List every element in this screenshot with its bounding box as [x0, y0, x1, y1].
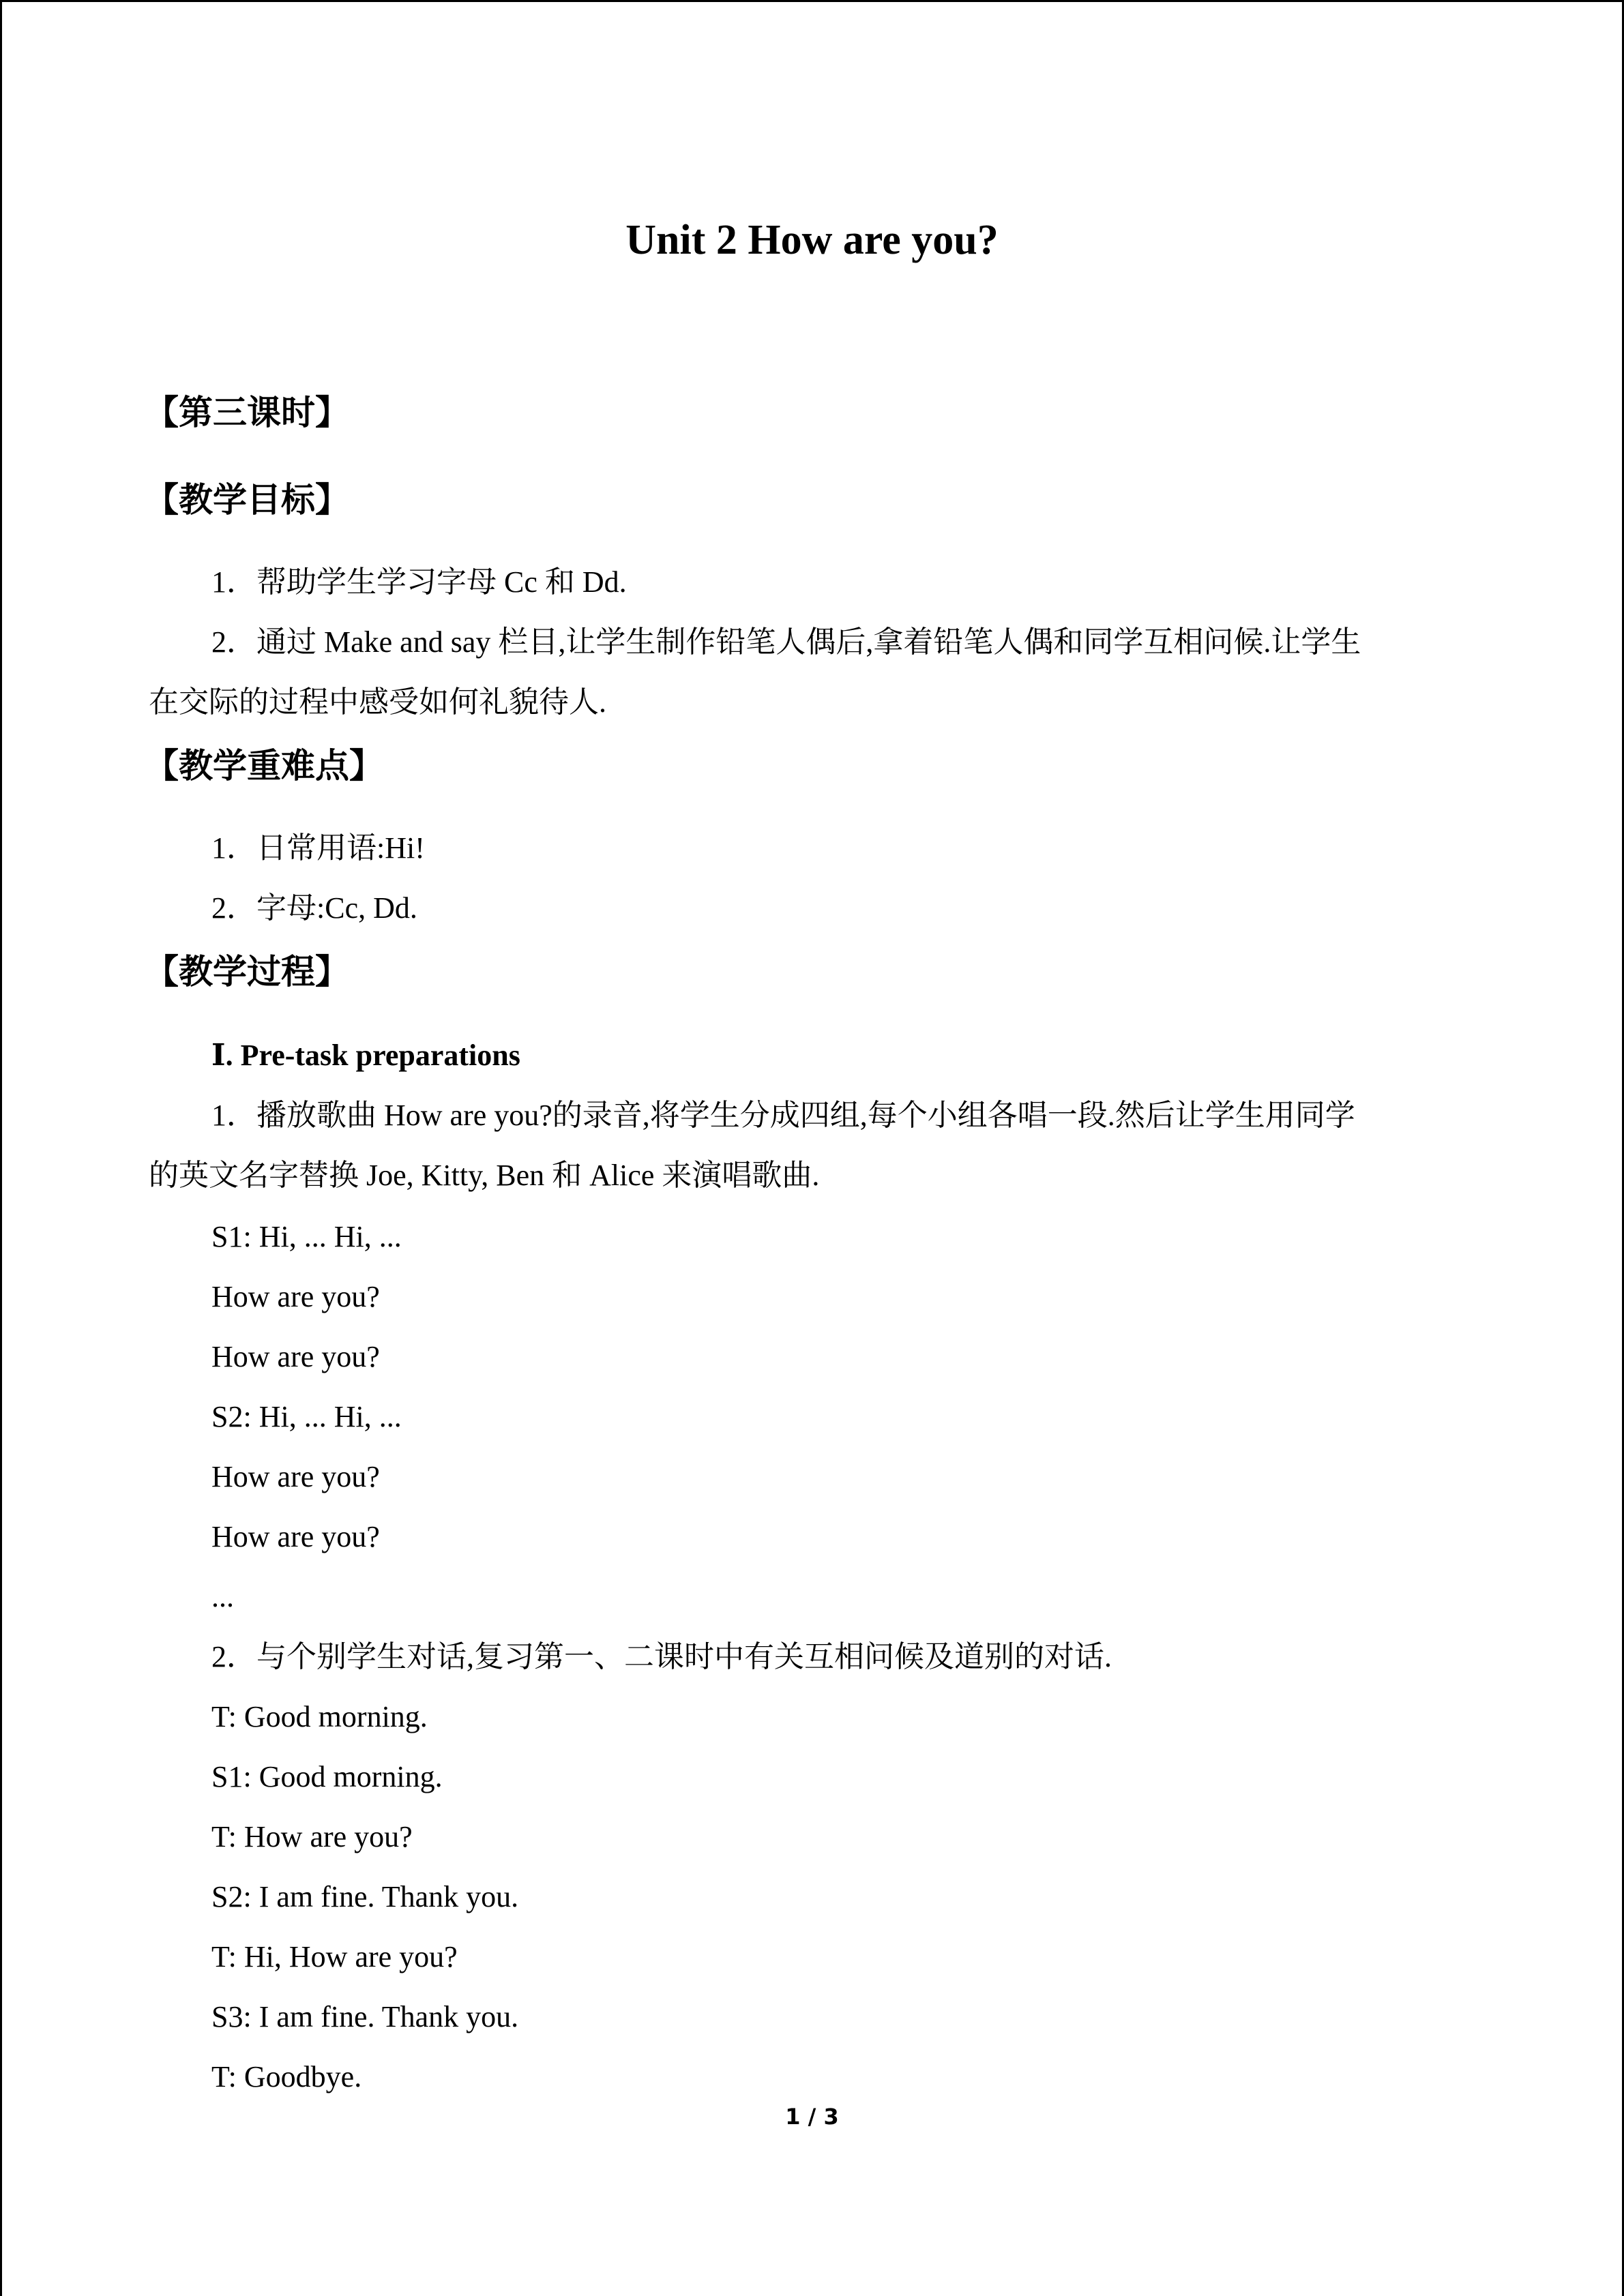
process-subheading: Ⅰ. Pre-task preparations [211, 1039, 520, 1072]
song-line: How are you? [211, 1460, 380, 1493]
section-heading-objectives: 【教学目标】 [145, 480, 349, 520]
section-heading-lesson: 【第三课时】 [145, 393, 349, 432]
section-heading-key-points: 【教学重难点】 [145, 746, 383, 786]
dialogue-line: S1: Good morning. [211, 1760, 443, 1793]
song-line: S1: Hi, ... Hi, ... [211, 1220, 402, 1253]
process-step-1-line-2: 的英文名字替换 Joe, Kitty, Ben 和 Alice 来演唱歌曲. [149, 1159, 820, 1192]
page-number: 1 / 3 [785, 2104, 839, 2130]
dialogue-line: S2: I am fine. Thank you. [211, 1880, 519, 1913]
song-line: How are you? [211, 1280, 380, 1313]
key-point-item-1: 1．日常用语:Hi! [211, 831, 425, 865]
song-line: How are you? [211, 1520, 380, 1553]
key-point-item-2: 2．字母:Cc, Dd. [211, 891, 417, 925]
objective-item-2-line-2: 在交际的过程中感受如何礼貌待人. [149, 685, 606, 719]
dialogue-line: S3: I am fine. Thank you. [211, 2000, 519, 2033]
dialogue-line: T: How are you? [211, 1820, 413, 1853]
dialogue-line: T: Good morning. [211, 1700, 428, 1733]
objective-item-2-line-1: 2．通过 Make and say 栏目,让学生制作铅笔人偶后,拿着铅笔人偶和同学互相问候.让学生 [211, 625, 1361, 659]
objective-item-1: 1．帮助学生学习字母 Cc 和 Dd. [211, 565, 627, 599]
process-step-1-line-1: 1．播放歌曲 How are you?的录音,将学生分成四组,每个小组各唱一段.然后让学生用同学 [211, 1099, 1355, 1132]
dialogue-line: T: Hi, How are you? [211, 1940, 458, 1973]
section-heading-process: 【教学过程】 [145, 952, 349, 992]
song-line: How are you? [211, 1340, 380, 1373]
dialogue-line: T: Goodbye. [211, 2060, 362, 2093]
process-step-2: 2．与个别学生对话,复习第一、二课时中有关互相问候及道别的对话. [211, 1640, 1112, 1673]
song-line: S2: Hi, ... Hi, ... [211, 1400, 402, 1433]
document-title: Unit 2 How are you? [625, 217, 999, 263]
song-line: ... [211, 1580, 234, 1613]
